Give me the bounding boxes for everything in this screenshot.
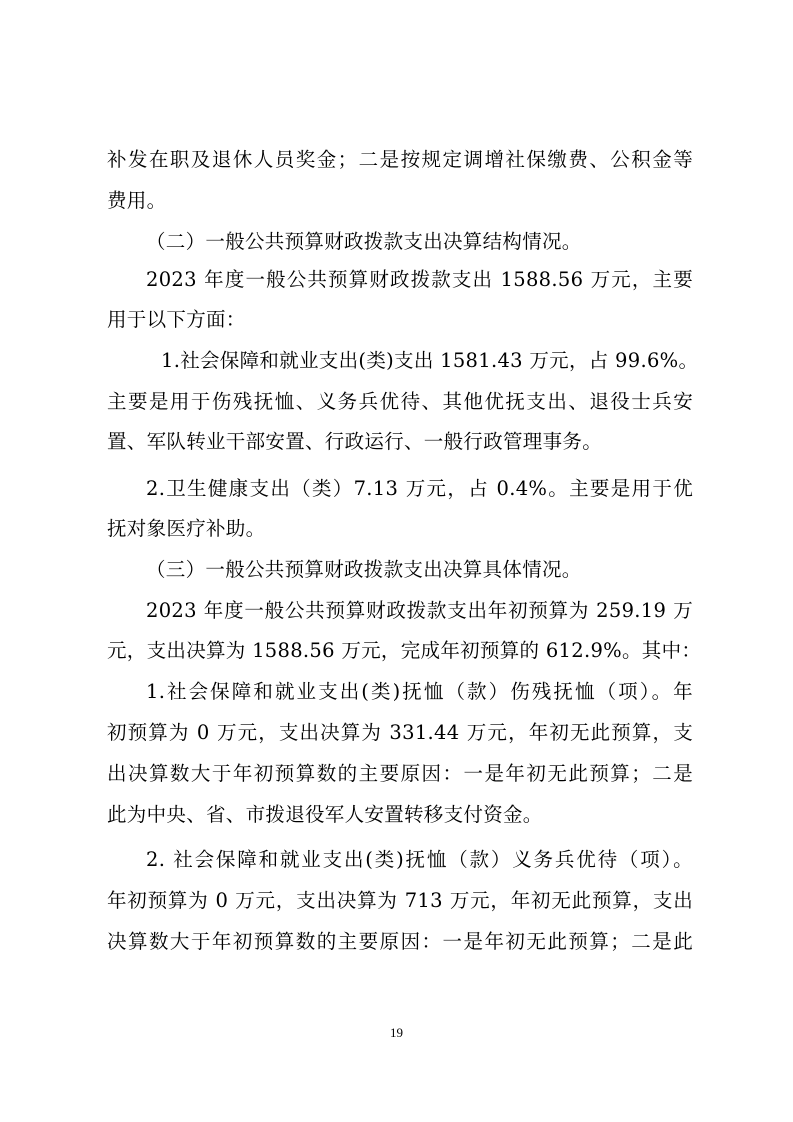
text-line: 置、军队转业干部安置、行政运行、一般行政管理事务。 bbox=[107, 430, 603, 453]
text-line: 2.卫生健康支出（类）7.13 万元，占 0.4%。主要是用于优 bbox=[146, 477, 693, 500]
text-line: 决算数大于年初预算数的主要原因：一是年初无此预算；二是此 bbox=[107, 930, 693, 953]
section-heading: （三）一般公共预算财政拨款支出决算具体情况。 bbox=[146, 558, 582, 581]
text-line: 1.社会保障和就业支出(类)抚恤（款）伤残抚恤（项）。年 bbox=[146, 680, 693, 703]
text-line: 2023 年度一般公共预算财政拨款支出年初预算为 259.19 万 bbox=[146, 599, 693, 622]
page-number: 19 bbox=[390, 1025, 403, 1040]
text-line: 1.社会保障和就业支出(类)支出 1581.43 万元，占 99.6%。 bbox=[161, 349, 699, 372]
text-line: 出决算数大于年初预算数的主要原因：一是年初无此预算；二是 bbox=[107, 762, 693, 785]
text-line: 抚对象医疗补助。 bbox=[107, 517, 266, 540]
text-line: 初预算为 0 万元，支出决算为 331.44 万元，年初无此预算，支 bbox=[107, 721, 693, 744]
section-heading: （二）一般公共预算财政拨款支出决算结构情况。 bbox=[146, 230, 582, 253]
text-line: 年初预算为 0 万元，支出决算为 713 万元，年初无此预算，支出 bbox=[107, 889, 693, 912]
text-line: 2. 社会保障和就业支出(类)抚恤（款）义务兵优待（项）。 bbox=[146, 848, 693, 871]
text-line: 主要是用于伤残抚恤、义务兵优待、其他优抚支出、退役士兵安 bbox=[107, 390, 693, 413]
text-line: 此为中央、省、市拨退役军人安置转移支付资金。 bbox=[107, 803, 543, 826]
text-line: 用于以下方面： bbox=[107, 308, 246, 331]
text-line: 元，支出决算为 1588.56 万元，完成年初预算的 612.9%。其中： bbox=[107, 639, 702, 662]
text-line: 补发在职及退休人员奖金；二是按规定调增社保缴费、公积金等 bbox=[107, 148, 693, 171]
text-line: 2023 年度一般公共预算财政拨款支出 1588.56 万元，主要 bbox=[146, 268, 693, 291]
text-line: 费用。 bbox=[107, 189, 167, 212]
